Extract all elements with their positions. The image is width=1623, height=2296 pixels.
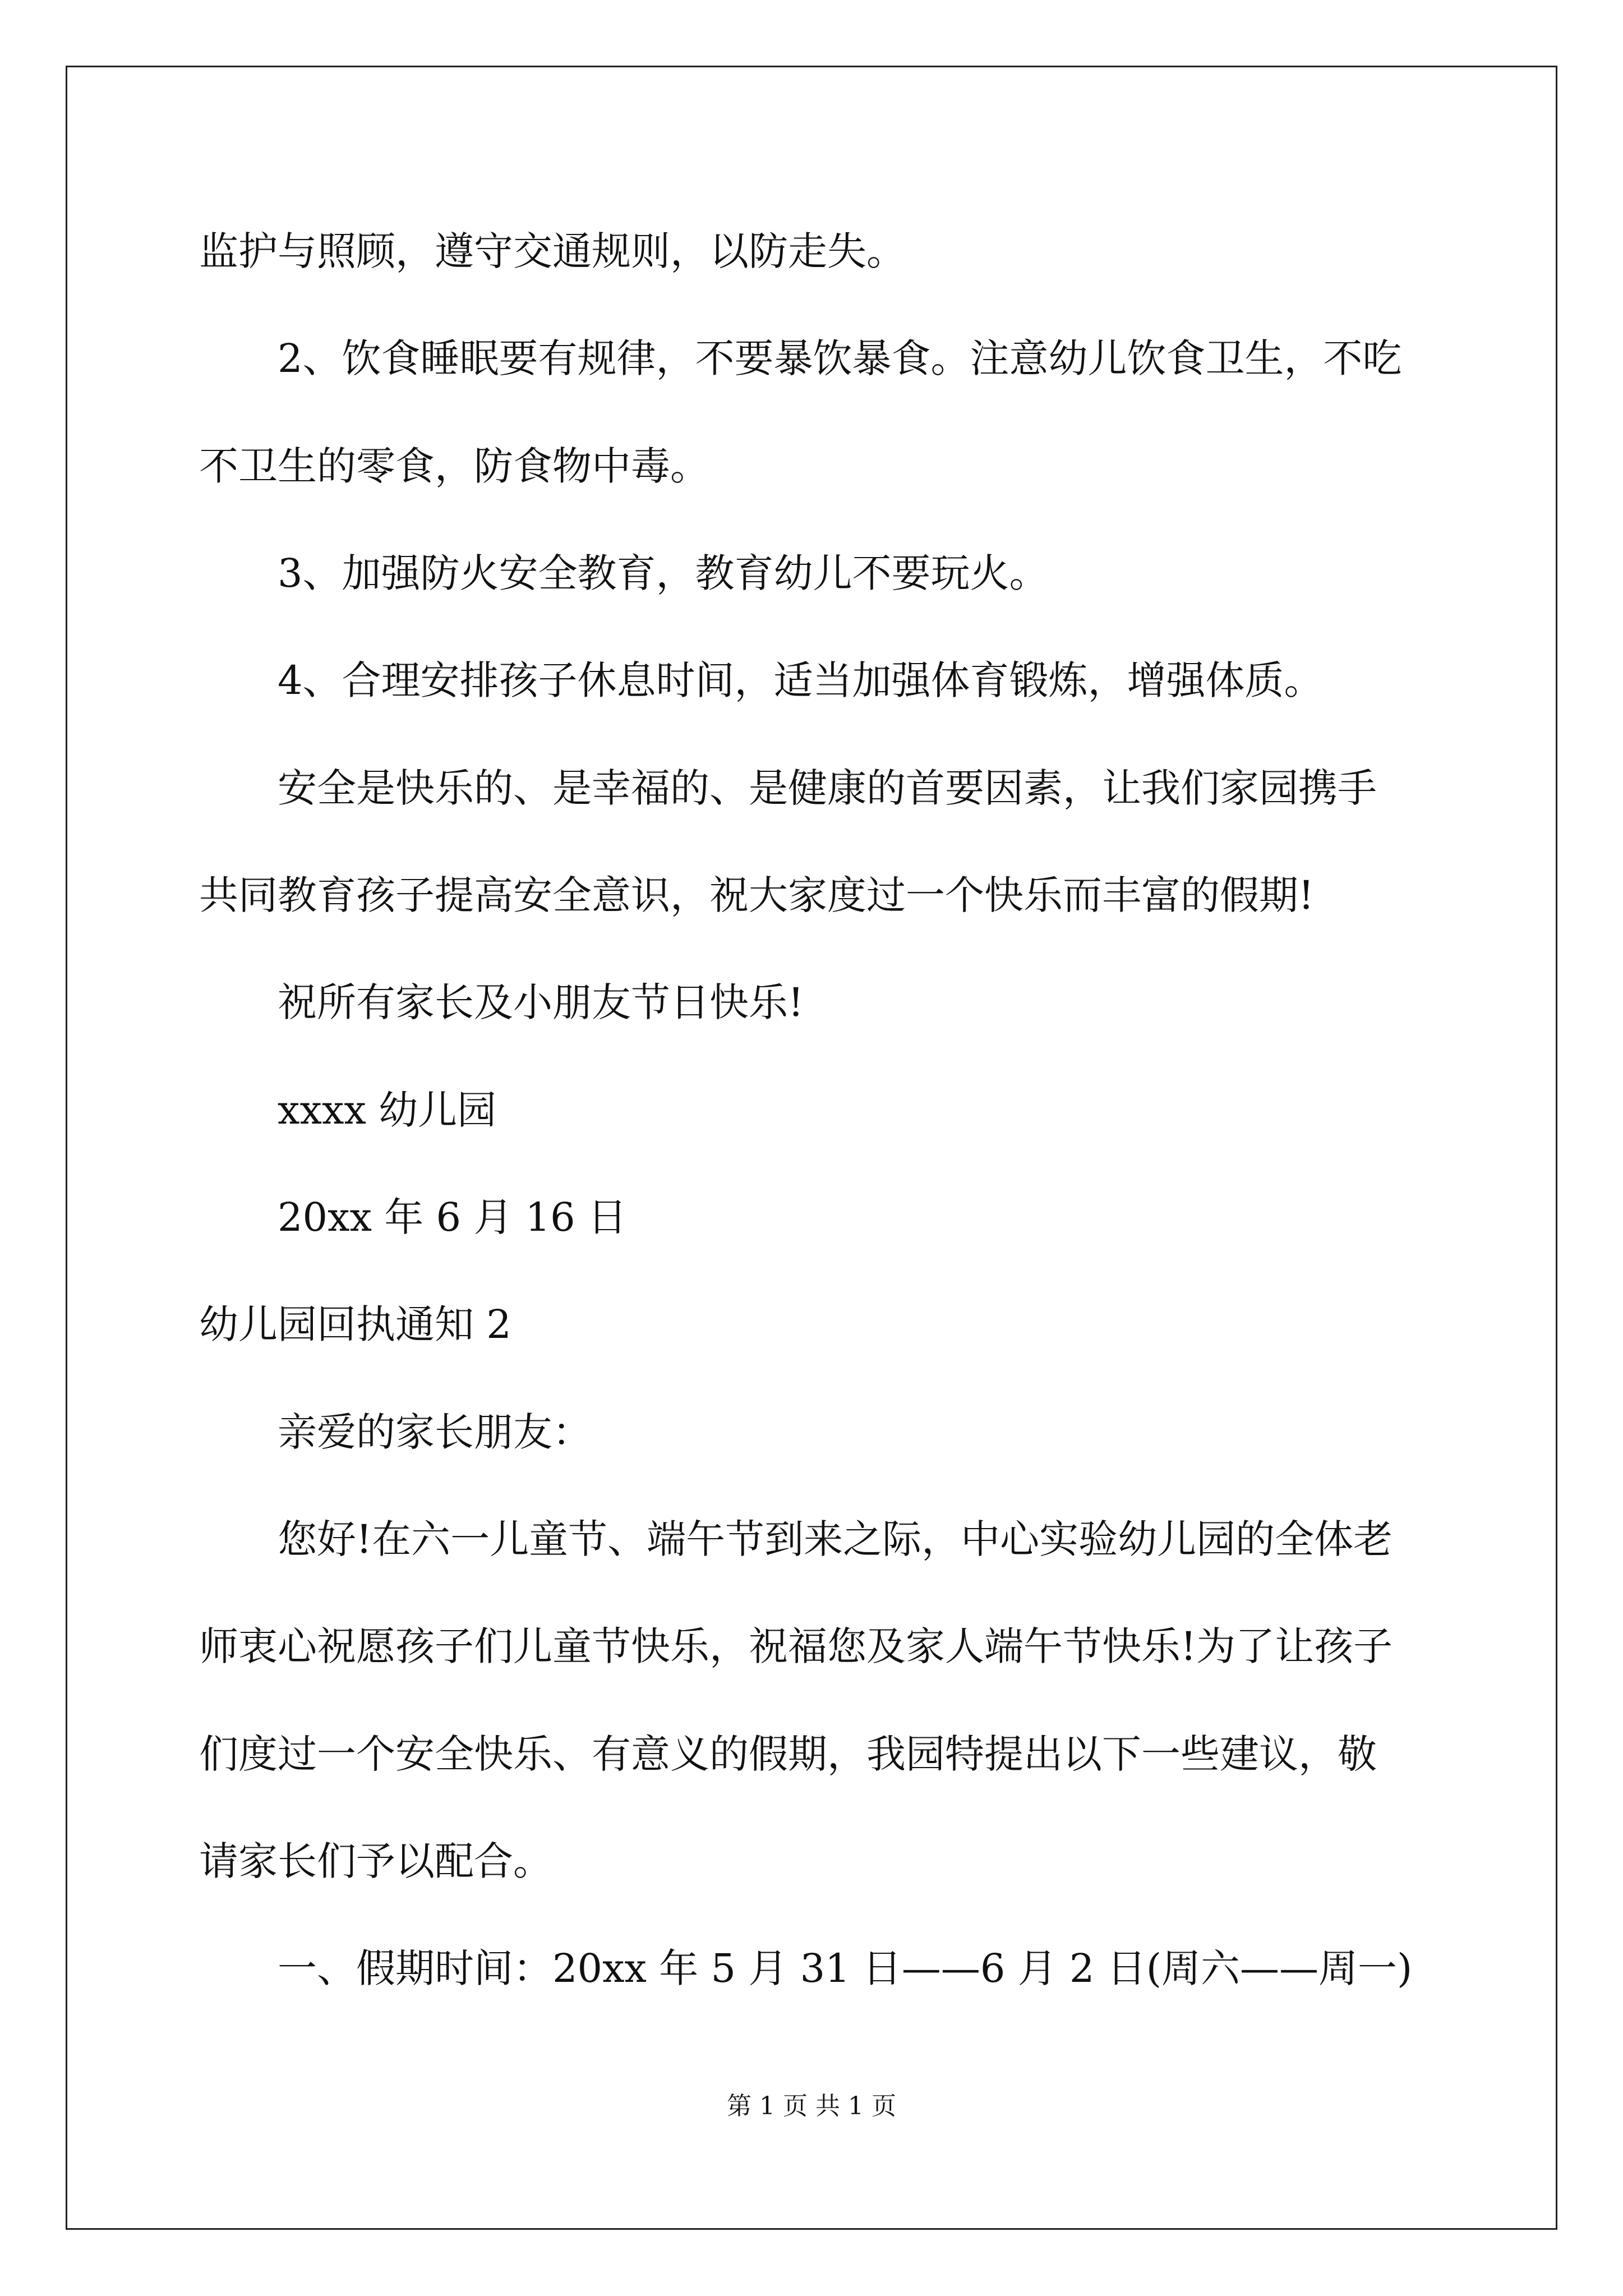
body-text-line: 共同教育孩子提高安全意识，祝大家度过一个快乐而丰富的假期! <box>199 872 1315 918</box>
page-border <box>66 66 1557 2230</box>
body-text-line: 4、合理安排孩子休息时间，适当加强体育锻炼，增强体质。 <box>278 657 1324 703</box>
body-text-line: 们度过一个安全快乐、有意义的假期，我园特提出以下一些建议，敬 <box>199 1731 1377 1777</box>
salutation: 亲爱的家长朋友： <box>278 1409 592 1455</box>
section-heading: 幼儿园回执通知 2 <box>199 1301 511 1347</box>
body-text-line: 祝所有家长及小朋友节日快乐! <box>278 979 804 1025</box>
body-text-line: 监护与照顾，遵守交通规则，以防走失。 <box>199 228 906 274</box>
body-text-line: 不卫生的零食，防食物中毒。 <box>199 443 709 489</box>
page-footer: 第 1 页 共 1 页 <box>727 2092 896 2120</box>
body-text-line: 3、加强防火安全教育，教育幼儿不要玩火。 <box>278 550 1049 596</box>
signature-date: 20xx 年 6 月 16 日 <box>278 1194 627 1240</box>
body-text-line: 师衷心祝愿孩子们儿童节快乐，祝福您及家人端午节快乐!为了让孩子 <box>199 1623 1393 1669</box>
body-text-line: 请家长们予以配合。 <box>199 1838 552 1884</box>
body-text-line: 一、假期时间：20xx 年 5 月 31 日——6 月 2 日(周六——周一) <box>278 1945 1413 1991</box>
body-text-line: 安全是快乐的、是幸福的、是健康的首要因素，让我们家园携手 <box>278 765 1377 811</box>
signature-kindergarten: xxxx 幼儿园 <box>278 1087 497 1133</box>
body-text-line: 您好!在六一儿童节、端午节到来之际，中心实验幼儿园的全体老 <box>278 1516 1393 1562</box>
body-text-line: 2、饮食睡眠要有规律，不要暴饮暴食。注意幼儿饮食卫生，不吃 <box>278 335 1402 381</box>
